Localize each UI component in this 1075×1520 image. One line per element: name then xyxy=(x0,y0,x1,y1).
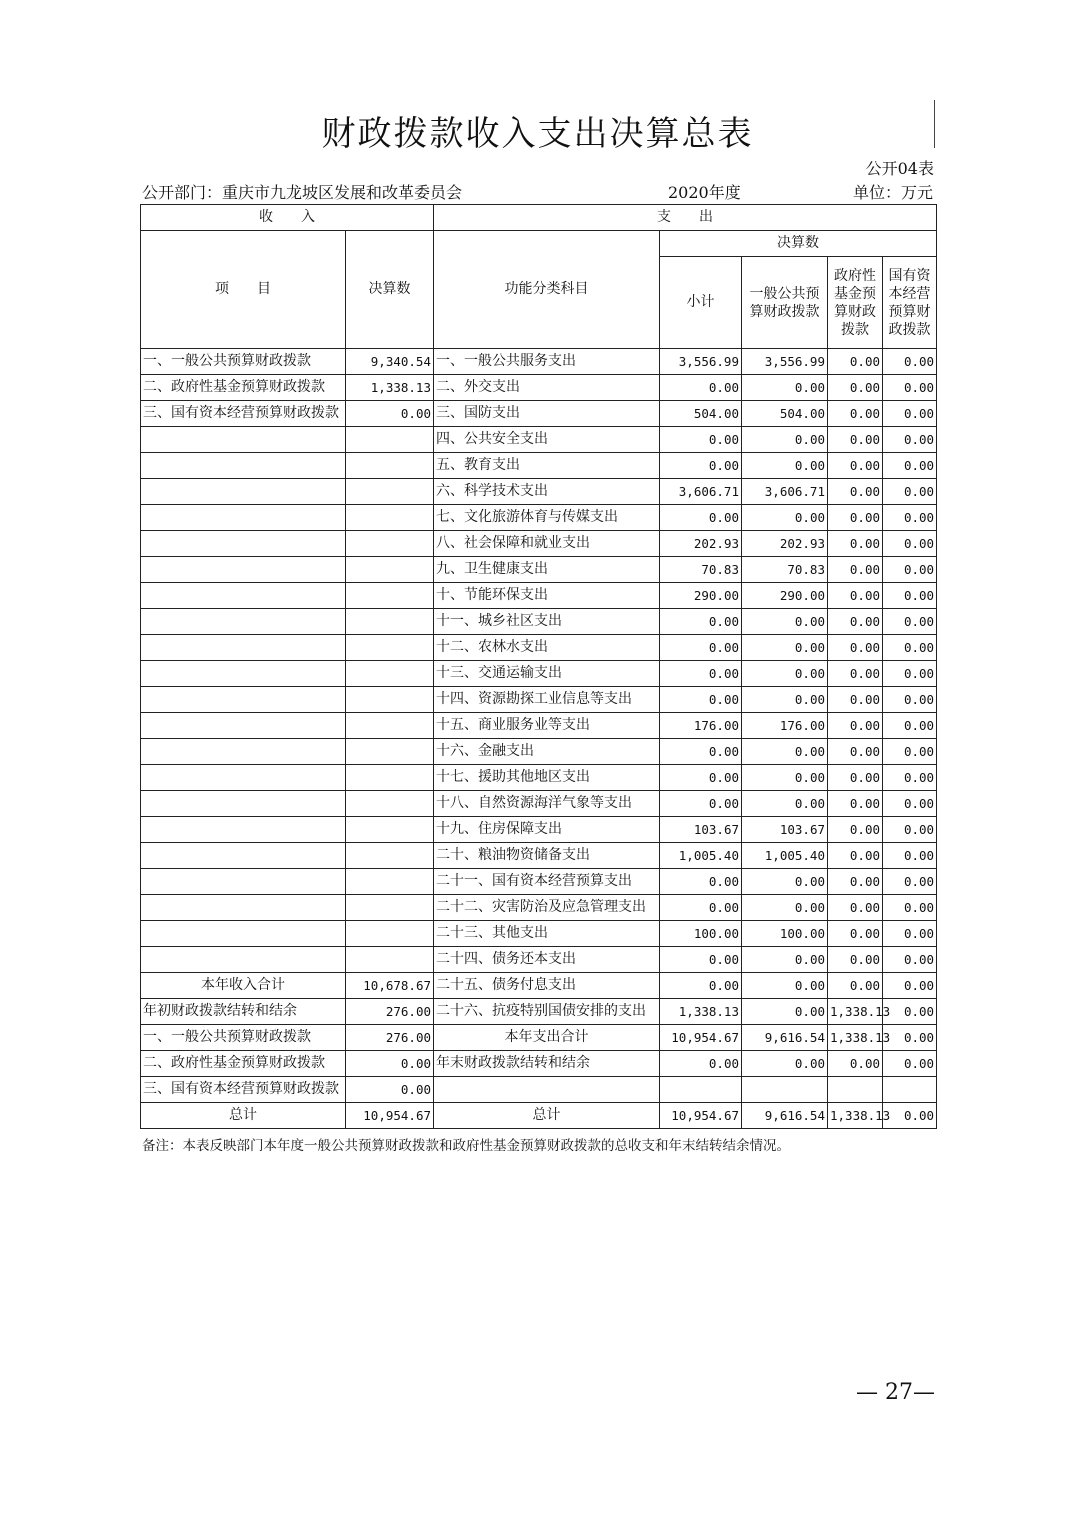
table-row xyxy=(141,687,937,713)
income-amount-cell xyxy=(346,557,434,583)
income-amount-cell: 0.00 xyxy=(346,1077,434,1103)
fund-value-cell: 0.00 xyxy=(828,479,883,505)
general-value-cell: 504.00 xyxy=(742,401,828,427)
income-amount-cell xyxy=(346,713,434,739)
table-row xyxy=(141,869,937,895)
function-item-cell: 十二、农林水支出 xyxy=(434,635,660,661)
function-item-cell: 总计 xyxy=(434,1103,660,1129)
table-row xyxy=(141,479,937,505)
year-label: 2020年度 xyxy=(668,183,741,202)
function-item-cell: 十七、援助其他地区支出 xyxy=(434,765,660,791)
soe-value-cell: 0.00 xyxy=(883,557,937,583)
general-value-cell: 202.93 xyxy=(742,531,828,557)
income-amount-cell xyxy=(346,869,434,895)
function-item-cell: 五、教育支出 xyxy=(434,453,660,479)
fund-value-cell: 0.00 xyxy=(828,635,883,661)
function-item-cell: 十、节能环保支出 xyxy=(434,583,660,609)
general-value-cell: 0.00 xyxy=(742,739,828,765)
table-row xyxy=(141,635,937,661)
subtotal-value-cell: 3,606.71 xyxy=(660,479,742,505)
function-item-cell: 二十、粮油物资储备支出 xyxy=(434,843,660,869)
fund-value-cell: 0.00 xyxy=(828,349,883,375)
soe-value-cell: 0.00 xyxy=(883,869,937,895)
final-header: 决算数 xyxy=(660,231,937,257)
income-amount-cell: 9,340.54 xyxy=(346,349,434,375)
table-row xyxy=(141,1051,937,1077)
table-row xyxy=(141,1077,937,1103)
fund-value-cell: 0.00 xyxy=(828,375,883,401)
subtotal-value-cell: 0.00 xyxy=(660,739,742,765)
fund-value-cell: 0.00 xyxy=(828,401,883,427)
income-item-cell xyxy=(141,453,346,479)
function-item-cell: 四、公共安全支出 xyxy=(434,427,660,453)
income-amount-cell xyxy=(346,427,434,453)
income-item-cell xyxy=(141,609,346,635)
general-value-cell xyxy=(742,1077,828,1103)
income-amount-cell: 276.00 xyxy=(346,1025,434,1051)
soe-value-cell: 0.00 xyxy=(883,947,937,973)
general-value-cell: 3,556.99 xyxy=(742,349,828,375)
fund-value-cell: 0.00 xyxy=(828,609,883,635)
general-value-cell: 0.00 xyxy=(742,973,828,999)
fund-value-cell: 0.00 xyxy=(828,843,883,869)
fund-budget-header: 政府性基金预算财政拨款 xyxy=(828,257,883,349)
subtotal-value-cell: 103.67 xyxy=(660,817,742,843)
income-amount-cell xyxy=(346,817,434,843)
soe-value-cell: 0.00 xyxy=(883,1025,937,1051)
function-item-cell: 九、卫生健康支出 xyxy=(434,557,660,583)
income-amount-cell: 0.00 xyxy=(346,1051,434,1077)
income-amount-cell xyxy=(346,921,434,947)
footnote: 备注：本表反映部门本年度一般公共预算财政拨款和政府性基金预算财政拨款的总收支和年末结转结余情况。 xyxy=(142,1138,790,1154)
fund-value-cell: 0.00 xyxy=(828,947,883,973)
general-value-cell: 0.00 xyxy=(742,947,828,973)
soe-value-cell: 0.00 xyxy=(883,999,937,1025)
table-row xyxy=(141,661,937,687)
amount-header: 决算数 xyxy=(346,231,434,349)
fund-value-cell: 0.00 xyxy=(828,713,883,739)
soe-value-cell: 0.00 xyxy=(883,505,937,531)
soe-value-cell: 0.00 xyxy=(883,609,937,635)
general-value-cell: 0.00 xyxy=(742,999,828,1025)
fund-value-cell: 0.00 xyxy=(828,765,883,791)
subtotal-value-cell: 0.00 xyxy=(660,1051,742,1077)
table-row xyxy=(141,973,937,999)
table-row xyxy=(141,817,937,843)
general-value-cell: 0.00 xyxy=(742,427,828,453)
general-value-cell: 0.00 xyxy=(742,1051,828,1077)
soe-value-cell: 0.00 xyxy=(883,401,937,427)
income-item-cell: 总计 xyxy=(141,1103,346,1129)
function-item-cell: 年末财政拨款结转和结余 xyxy=(434,1051,660,1077)
subtotal-value-cell: 290.00 xyxy=(660,583,742,609)
function-item-cell: 二十一、国有资本经营预算支出 xyxy=(434,869,660,895)
income-amount-cell xyxy=(346,895,434,921)
income-item-cell xyxy=(141,791,346,817)
income-amount-cell: 276.00 xyxy=(346,999,434,1025)
table-row xyxy=(141,557,937,583)
fund-value-cell: 0.00 xyxy=(828,505,883,531)
subtotal-value-cell: 0.00 xyxy=(660,635,742,661)
fund-value-cell: 0.00 xyxy=(828,427,883,453)
soe-value-cell: 0.00 xyxy=(883,817,937,843)
function-item-cell: 本年支出合计 xyxy=(434,1025,660,1051)
general-value-cell: 0.00 xyxy=(742,765,828,791)
table-row xyxy=(141,1103,937,1129)
table-row xyxy=(141,453,937,479)
table-row xyxy=(141,427,937,453)
unit-label: 单位：万元 xyxy=(852,183,933,202)
function-item-cell: 七、文化旅游体育与传媒支出 xyxy=(434,505,660,531)
subtotal-header: 小计 xyxy=(660,257,742,349)
table-row xyxy=(141,999,937,1025)
subtotal-value-cell: 1,005.40 xyxy=(660,843,742,869)
income-item-cell xyxy=(141,479,346,505)
income-item-cell xyxy=(141,869,346,895)
income-amount-cell xyxy=(346,609,434,635)
income-item-cell xyxy=(141,765,346,791)
soe-value-cell: 0.00 xyxy=(883,895,937,921)
subtotal-value-cell: 100.00 xyxy=(660,921,742,947)
department-label: 公开部门：重庆市九龙坡区发展和改革委员会 xyxy=(142,183,463,202)
general-value-cell: 100.00 xyxy=(742,921,828,947)
general-value-cell: 0.00 xyxy=(742,609,828,635)
fund-value-cell: 0.00 xyxy=(828,895,883,921)
income-item-cell: 本年收入合计 xyxy=(141,973,346,999)
fund-value-cell: 0.00 xyxy=(828,531,883,557)
subtotal-value-cell: 0.00 xyxy=(660,427,742,453)
general-value-cell: 103.67 xyxy=(742,817,828,843)
soe-value-cell: 0.00 xyxy=(883,453,937,479)
function-item-cell: 二十四、债务还本支出 xyxy=(434,947,660,973)
soe-value-cell: 0.00 xyxy=(883,973,937,999)
general-value-cell: 290.00 xyxy=(742,583,828,609)
table-row xyxy=(141,895,937,921)
budget-table xyxy=(140,204,937,1129)
fund-value-cell: 0.00 xyxy=(828,739,883,765)
income-amount-cell xyxy=(346,765,434,791)
income-amount-cell xyxy=(346,531,434,557)
income-item-cell xyxy=(141,505,346,531)
income-item-cell: 一、一般公共预算财政拨款 xyxy=(141,1025,346,1051)
income-item-cell xyxy=(141,817,346,843)
table-row xyxy=(141,947,937,973)
fund-value-cell: 0.00 xyxy=(828,973,883,999)
income-item-cell xyxy=(141,427,346,453)
function-item-cell: 二十二、灾害防治及应急管理支出 xyxy=(434,895,660,921)
income-amount-cell xyxy=(346,947,434,973)
table-row xyxy=(141,531,937,557)
general-budget-header: 一般公共预算财政拨款 xyxy=(742,257,828,349)
income-item-cell xyxy=(141,661,346,687)
soe-value-cell: 0.00 xyxy=(883,427,937,453)
subtotal-value-cell: 0.00 xyxy=(660,791,742,817)
income-amount-cell xyxy=(346,453,434,479)
function-item-cell: 二十六、抗疫特别国债安排的支出 xyxy=(434,999,660,1025)
general-value-cell: 0.00 xyxy=(742,661,828,687)
item-header: 项 目 xyxy=(141,231,346,349)
soe-value-cell: 0.00 xyxy=(883,479,937,505)
subtotal-value-cell: 0.00 xyxy=(660,661,742,687)
function-item-cell: 十六、金融支出 xyxy=(434,739,660,765)
fund-value-cell: 1,338.13 xyxy=(828,999,883,1025)
income-amount-cell xyxy=(346,791,434,817)
soe-value-cell: 0.00 xyxy=(883,375,937,401)
soe-value-cell: 0.00 xyxy=(883,1103,937,1129)
table-row xyxy=(141,609,937,635)
soe-value-cell: 0.00 xyxy=(883,843,937,869)
table-row xyxy=(141,375,937,401)
fund-value-cell xyxy=(828,1077,883,1103)
general-value-cell: 0.00 xyxy=(742,791,828,817)
function-item-cell: 十九、住房保障支出 xyxy=(434,817,660,843)
soe-value-cell: 0.00 xyxy=(883,349,937,375)
function-item-cell: 十五、商业服务业等支出 xyxy=(434,713,660,739)
subtotal-value-cell: 0.00 xyxy=(660,609,742,635)
table-row xyxy=(141,921,937,947)
fund-value-cell: 0.00 xyxy=(828,869,883,895)
function-item-cell: 二、外交支出 xyxy=(434,375,660,401)
function-item-cell: 八、社会保障和就业支出 xyxy=(434,531,660,557)
income-amount-cell xyxy=(346,687,434,713)
function-item-cell: 十八、自然资源海洋气象等支出 xyxy=(434,791,660,817)
table-row xyxy=(141,765,937,791)
income-amount-cell xyxy=(346,739,434,765)
table-row xyxy=(141,401,937,427)
function-item-cell: 十一、城乡社区支出 xyxy=(434,609,660,635)
soe-value-cell: 0.00 xyxy=(883,531,937,557)
subtotal-value-cell: 202.93 xyxy=(660,531,742,557)
table-body xyxy=(141,349,937,1129)
general-value-cell: 70.83 xyxy=(742,557,828,583)
function-item-cell: 三、国防支出 xyxy=(434,401,660,427)
subtotal-value-cell: 0.00 xyxy=(660,895,742,921)
soe-value-cell: 0.00 xyxy=(883,635,937,661)
subtotal-value-cell: 0.00 xyxy=(660,687,742,713)
subtotal-value-cell: 3,556.99 xyxy=(660,349,742,375)
page-title: 财政拨款收入支出决算总表 xyxy=(321,114,754,154)
income-item-cell: 一、一般公共预算财政拨款 xyxy=(141,349,346,375)
income-item-cell xyxy=(141,921,346,947)
subtotal-value-cell: 70.83 xyxy=(660,557,742,583)
soe-value-cell: 0.00 xyxy=(883,713,937,739)
soe-value-cell: 0.00 xyxy=(883,1051,937,1077)
expense-header: 支 出 xyxy=(434,205,937,231)
income-item-cell: 二、政府性基金预算财政拨款 xyxy=(141,375,346,401)
table-number: 公开04表 xyxy=(865,159,934,178)
table-row xyxy=(141,583,937,609)
fund-value-cell: 0.00 xyxy=(828,921,883,947)
income-item-cell: 三、国有资本经营预算财政拨款 xyxy=(141,401,346,427)
income-amount-cell xyxy=(346,583,434,609)
fund-value-cell: 0.00 xyxy=(828,1051,883,1077)
subtotal-value-cell: 0.00 xyxy=(660,869,742,895)
fund-value-cell: 0.00 xyxy=(828,791,883,817)
fund-value-cell: 1,338.13 xyxy=(828,1103,883,1129)
fund-value-cell: 1,338.13 xyxy=(828,1025,883,1051)
fund-value-cell: 0.00 xyxy=(828,687,883,713)
table-row xyxy=(141,791,937,817)
general-value-cell: 0.00 xyxy=(742,453,828,479)
income-amount-cell xyxy=(346,635,434,661)
subtotal-value-cell: 0.00 xyxy=(660,973,742,999)
function-item-cell: 十三、交通运输支出 xyxy=(434,661,660,687)
income-amount-cell: 10,678.67 xyxy=(346,973,434,999)
income-item-cell xyxy=(141,713,346,739)
income-header: 收 入 xyxy=(141,205,434,231)
general-value-cell: 0.00 xyxy=(742,687,828,713)
general-value-cell: 0.00 xyxy=(742,869,828,895)
income-item-cell xyxy=(141,531,346,557)
soe-value-cell: 0.00 xyxy=(883,791,937,817)
soe-value-cell: 0.00 xyxy=(883,661,937,687)
soe-value-cell: 0.00 xyxy=(883,765,937,791)
table-row xyxy=(141,713,937,739)
income-item-cell xyxy=(141,739,346,765)
fund-value-cell: 0.00 xyxy=(828,817,883,843)
income-item-cell xyxy=(141,947,346,973)
soe-value-cell: 0.00 xyxy=(883,687,937,713)
subtotal-value-cell: 504.00 xyxy=(660,401,742,427)
income-item-cell xyxy=(141,583,346,609)
function-item-cell xyxy=(434,1077,660,1103)
income-item-cell xyxy=(141,635,346,661)
general-value-cell: 0.00 xyxy=(742,635,828,661)
function-item-cell: 六、科学技术支出 xyxy=(434,479,660,505)
income-amount-cell xyxy=(346,505,434,531)
general-value-cell: 9,616.54 xyxy=(742,1025,828,1051)
fund-value-cell: 0.00 xyxy=(828,661,883,687)
function-item-cell: 二十三、其他支出 xyxy=(434,921,660,947)
general-value-cell: 0.00 xyxy=(742,895,828,921)
soe-value-cell: 0.00 xyxy=(883,583,937,609)
income-amount-cell xyxy=(346,479,434,505)
fund-value-cell: 0.00 xyxy=(828,583,883,609)
page-number: — 27— xyxy=(856,1380,935,1405)
fund-value-cell: 0.00 xyxy=(828,453,883,479)
income-item-cell: 年初财政拨款结转和结余 xyxy=(141,999,346,1025)
income-amount-cell xyxy=(346,661,434,687)
fund-value-cell: 0.00 xyxy=(828,557,883,583)
income-amount-cell xyxy=(346,843,434,869)
soe-value-cell: 0.00 xyxy=(883,739,937,765)
income-item-cell: 二、政府性基金预算财政拨款 xyxy=(141,1051,346,1077)
income-item-cell xyxy=(141,557,346,583)
income-amount-cell: 1,338.13 xyxy=(346,375,434,401)
income-amount-cell: 10,954.67 xyxy=(346,1103,434,1129)
general-value-cell: 0.00 xyxy=(742,505,828,531)
function-item-cell: 二十五、债务付息支出 xyxy=(434,973,660,999)
general-value-cell: 176.00 xyxy=(742,713,828,739)
subtotal-value-cell: 10,954.67 xyxy=(660,1025,742,1051)
general-value-cell: 3,606.71 xyxy=(742,479,828,505)
function-header: 功能分类科目 xyxy=(434,231,660,349)
subtotal-value-cell: 0.00 xyxy=(660,947,742,973)
subtotal-value-cell: 1,338.13 xyxy=(660,999,742,1025)
table-row xyxy=(141,739,937,765)
general-value-cell: 0.00 xyxy=(742,375,828,401)
income-item-cell: 三、国有资本经营预算财政拨款 xyxy=(141,1077,346,1103)
income-amount-cell: 0.00 xyxy=(346,401,434,427)
income-item-cell xyxy=(141,687,346,713)
meta-row xyxy=(140,180,935,202)
general-value-cell: 9,616.54 xyxy=(742,1103,828,1129)
subtotal-value-cell: 0.00 xyxy=(660,765,742,791)
subtotal-value-cell: 0.00 xyxy=(660,505,742,531)
function-item-cell: 一、一般公共服务支出 xyxy=(434,349,660,375)
soe-value-cell xyxy=(883,1077,937,1103)
soe-budget-header: 国有资本经营预算财政拨款 xyxy=(883,257,937,349)
subtotal-value-cell: 0.00 xyxy=(660,375,742,401)
table-row xyxy=(141,1025,937,1051)
table-row xyxy=(141,505,937,531)
income-item-cell xyxy=(141,895,346,921)
table-row xyxy=(141,349,937,375)
table-row xyxy=(141,843,937,869)
income-item-cell xyxy=(141,843,346,869)
subtotal-value-cell: 0.00 xyxy=(660,453,742,479)
subtotal-value-cell: 176.00 xyxy=(660,713,742,739)
soe-value-cell: 0.00 xyxy=(883,921,937,947)
subtotal-value-cell: 10,954.67 xyxy=(660,1103,742,1129)
function-item-cell: 十四、资源勘探工业信息等支出 xyxy=(434,687,660,713)
general-value-cell: 1,005.40 xyxy=(742,843,828,869)
subtotal-value-cell xyxy=(660,1077,742,1103)
